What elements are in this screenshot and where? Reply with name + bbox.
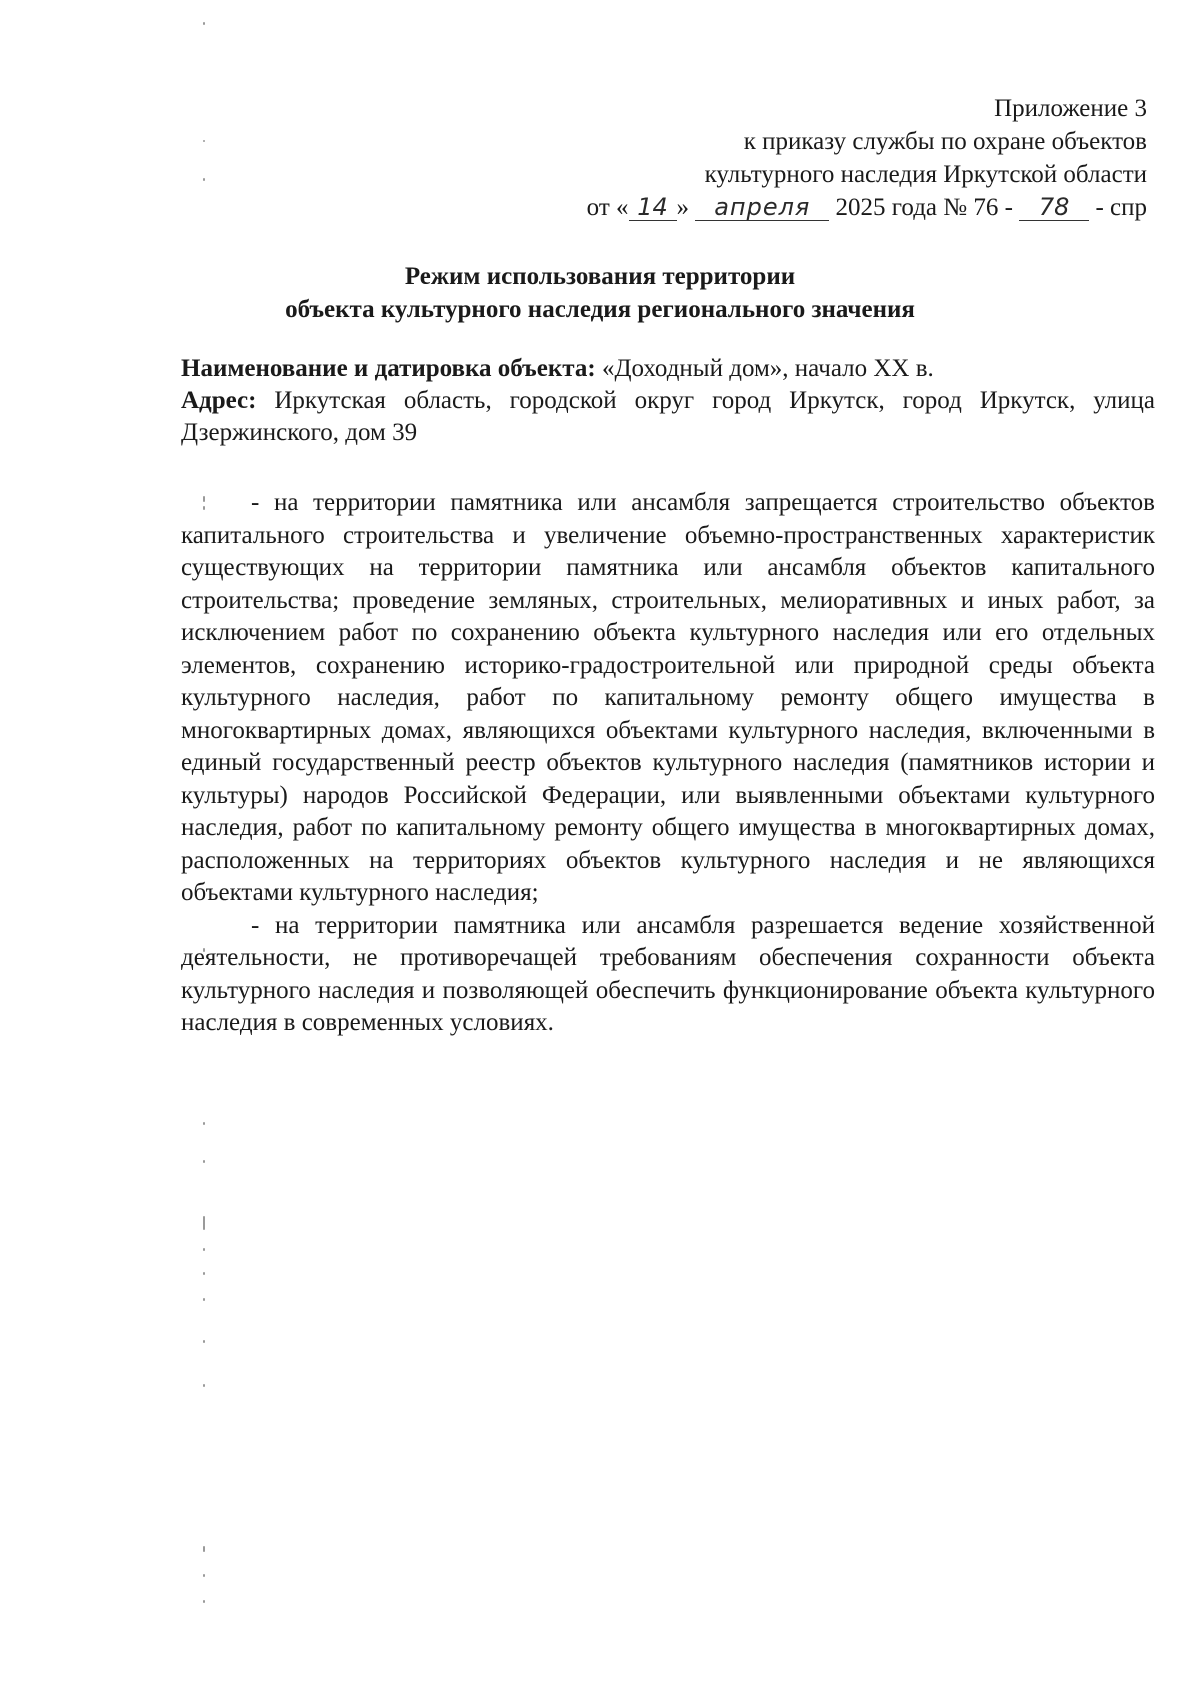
object-name-label: Наименование и датировка объекта:: [181, 355, 596, 382]
object-info: [181, 353, 1155, 449]
object-address-label: Адрес:: [181, 387, 257, 414]
appendix-header: [447, 92, 1147, 224]
handwritten-day: 14: [629, 194, 677, 221]
date-prefix: от «: [586, 194, 629, 221]
regime-permission-paragraph: - на территории памятника или ансамбля разрешается ведение хозяйственной деятельности, не противоречащей требованиям обеспечения сохранности объекта культурного наследия и позволяющей обеспечить функционирование объекта культурного наследия в современных условиях.: [181, 911, 1155, 1036]
title-line-1: Режим использования территории: [404, 263, 796, 290]
appendix-number: Приложение 3: [994, 95, 1147, 122]
agency-name: культурного наследия Иркутской области: [704, 161, 1147, 188]
object-name-value: «Доходный дом», начало XX в.: [595, 355, 934, 382]
order-date-line: [447, 191, 1147, 224]
handwritten-order-number: 78: [1019, 194, 1089, 221]
object-address: [181, 385, 1155, 449]
regime-prohibition-paragraph: - на территории памятника или ансамбля запрещается строительство объектов капитального строительства и увеличение объемно-пространственных характеристик существующих на территории памятника или ансамбля объектов капитального строительства; проведение земляных, строительных, мелиоративных и иных работ, за исключением работ по сохранению объекта культурного наследия или его отдельных элементов, сохранению историко-градостроительной или природной среды объекта культурного наследия, работ по капитальному ремонту общего имущества в многоквартирных домах, являющихся объектами культурного наследия, включенными в единый государственный реестр объектов культурного наследия (памятников истории и культуры) народов Российской Федерации, или выявленными объектами культурного наследия, работ по капитальному ремонту общего имущества в многоквартирных домах, расположенных на территориях объектов культурного наследия и не являющихся объектами культурного наследия;: [181, 489, 1155, 906]
object-name: [181, 353, 1155, 385]
object-address-value: Иркутская область, городской округ город Иркутск, город Иркутск, улица Дзержинского, дом 39: [181, 387, 1155, 446]
date-mid: »: [676, 194, 696, 221]
handwritten-month: апреля: [695, 194, 829, 221]
title-line-2: объекта культурного наследия регионального значения: [285, 296, 915, 323]
order-reference: к приказу службы по охране объектов: [743, 128, 1147, 155]
document-title: [160, 260, 1040, 326]
regime-text: [181, 487, 1155, 1040]
date-year-text: 2025 года № 76 -: [829, 194, 1020, 221]
order-suffix: - спр: [1089, 194, 1147, 221]
